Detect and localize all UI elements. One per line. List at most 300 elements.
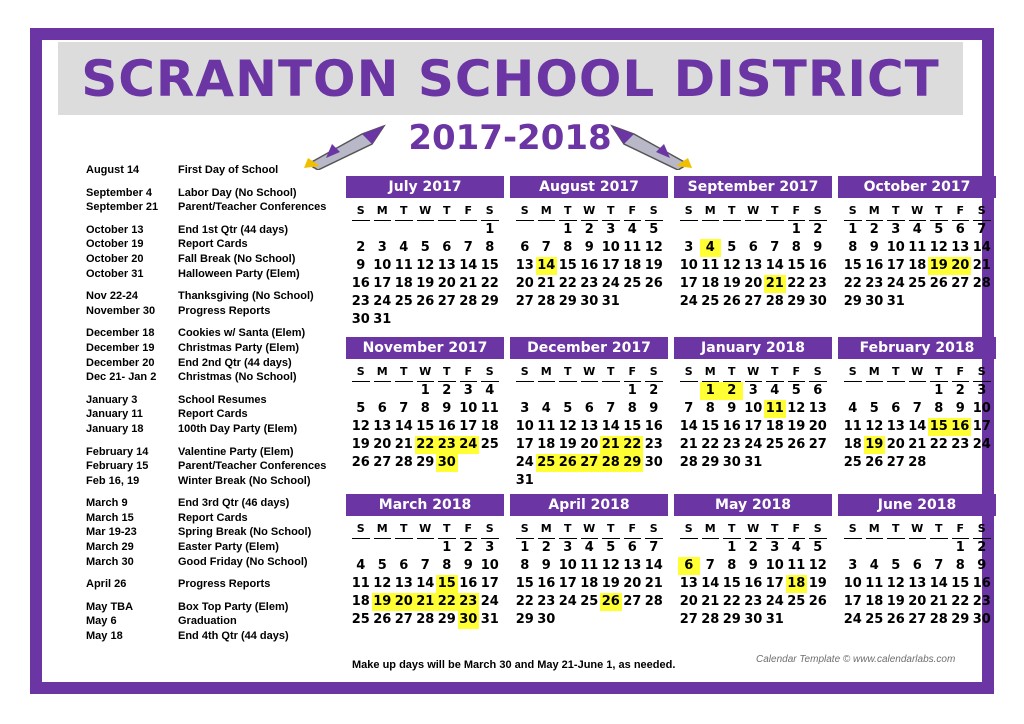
event-date: January 3 — [86, 393, 138, 406]
day-cell: 6 — [584, 401, 594, 416]
event-description: Graduation — [178, 615, 237, 628]
month-calendar — [838, 337, 996, 472]
day-cell: 20 — [515, 276, 534, 291]
day-cell: 2 — [442, 383, 452, 398]
empty-day-cell — [350, 539, 372, 557]
event-description: 100th Day Party (Elem) — [178, 422, 298, 435]
day-cell: 11 — [480, 401, 499, 416]
month-calendar — [674, 494, 832, 629]
weekday-label: S — [516, 520, 534, 539]
day-cell: 20 — [580, 437, 599, 452]
weekday-label: W — [745, 363, 763, 382]
day-cell: 3 — [606, 222, 616, 237]
event-row — [86, 496, 336, 511]
weekday-label: F — [460, 363, 478, 382]
day-cell: 22 — [701, 437, 720, 452]
weekday-label: S — [809, 363, 827, 382]
day-cell: 8 — [727, 558, 737, 573]
empty-day-cell — [907, 539, 929, 557]
day-cell: 1 — [934, 383, 944, 398]
event-date: December 20 — [86, 356, 155, 369]
day-cell: 26 — [722, 294, 741, 309]
events-list — [86, 163, 336, 652]
day-cell: 12 — [601, 558, 620, 573]
highlighted-day: 19 — [865, 437, 884, 452]
highlighted-day: 11 — [765, 401, 784, 416]
day-cell: 3 — [748, 383, 758, 398]
day-cell: 21 — [644, 576, 663, 591]
day-cell: 5 — [649, 222, 659, 237]
event-date: August 14 — [86, 164, 140, 176]
highlighted-day: 30 — [459, 612, 478, 627]
empty-day-cell — [415, 539, 437, 557]
day-cell: 25 — [908, 276, 927, 291]
weekday-label: S — [645, 520, 663, 539]
event-row — [86, 356, 336, 371]
weekday-label: M — [866, 202, 884, 221]
event-description: Winter Break (No School) — [178, 474, 311, 487]
day-cell: 17 — [373, 276, 392, 291]
month-title: May 2018 — [674, 494, 832, 516]
day-cell: 18 — [765, 419, 784, 434]
weekday-label: M — [866, 363, 884, 382]
day-cell: 19 — [351, 437, 370, 452]
day-cell: 24 — [886, 276, 905, 291]
day-cell: 24 — [373, 294, 392, 309]
month-title: February 2018 — [838, 337, 996, 359]
event-date: September 21 — [86, 201, 159, 214]
day-cell: 27 — [623, 594, 642, 609]
day-cell: 22 — [515, 594, 534, 609]
empty-day-cell — [600, 382, 622, 400]
day-cell: 30 — [537, 612, 556, 627]
day-cell: 21 — [929, 594, 948, 609]
day-cell: 18 — [580, 576, 599, 591]
day-cell: 20 — [437, 276, 456, 291]
day-cell: 10 — [601, 240, 620, 255]
day-cell: 23 — [644, 437, 663, 452]
day-cell: 4 — [912, 222, 922, 237]
weekday-label: T — [723, 363, 741, 382]
event-description: End 2nd Qtr (44 days) — [178, 356, 292, 369]
day-cell: 19 — [416, 276, 435, 291]
weekday-label: T — [438, 520, 456, 539]
weekday-label: T — [887, 363, 905, 382]
day-cell: 22 — [787, 276, 806, 291]
event-description: Labor Day (No School) — [178, 186, 297, 199]
event-description: First Day of School — [178, 164, 279, 176]
day-cell: 30 — [972, 612, 991, 627]
day-cell: 7 — [977, 222, 987, 237]
month-title: August 2017 — [510, 176, 668, 198]
weekday-label: S — [481, 363, 499, 382]
day-cell: 2 — [541, 540, 551, 555]
event-group — [86, 393, 336, 437]
day-cell: 25 — [787, 594, 806, 609]
weekday-label: W — [745, 202, 763, 221]
empty-day-cell — [700, 539, 722, 557]
event-row — [86, 370, 336, 385]
day-cell: 17 — [558, 576, 577, 591]
empty-day-cell — [514, 382, 536, 400]
day-cell: 18 — [843, 437, 862, 452]
event-date: Mar 19-23 — [86, 526, 137, 539]
event-date: March 30 — [86, 555, 134, 568]
event-date: October 19 — [86, 238, 144, 251]
day-cell: 13 — [951, 240, 970, 255]
day-cell: 6 — [955, 222, 965, 237]
event-date: May TBA — [86, 600, 134, 613]
day-cell: 8 — [955, 558, 965, 573]
event-date: September 4 — [86, 186, 153, 199]
day-cell: 23 — [722, 437, 741, 452]
weekday-label: S — [809, 520, 827, 539]
event-date: December 18 — [86, 327, 155, 340]
day-cell: 25 — [480, 437, 499, 452]
month-calendar — [510, 494, 668, 629]
day-cell: 21 — [679, 437, 698, 452]
day-cell: 13 — [679, 576, 698, 591]
day-cell: 5 — [377, 558, 387, 573]
day-cell: 12 — [558, 419, 577, 434]
day-cell: 31 — [744, 455, 763, 470]
month-calendar — [838, 494, 996, 629]
day-cell: 19 — [787, 419, 806, 434]
month-calendar — [346, 176, 504, 329]
weekday-label: F — [624, 363, 642, 382]
day-cell: 17 — [459, 419, 478, 434]
event-row — [86, 341, 336, 356]
weekday-label: W — [909, 202, 927, 221]
event-date: February 15 — [86, 460, 149, 473]
event-row — [86, 555, 336, 570]
day-cell: 11 — [865, 576, 884, 591]
event-group — [86, 326, 336, 384]
day-cell: 14 — [459, 258, 478, 273]
highlighted-day: 20 — [951, 258, 970, 273]
day-cell: 15 — [787, 258, 806, 273]
day-cell: 2 — [955, 383, 965, 398]
day-cell: 9 — [955, 401, 965, 416]
day-cell: 28 — [929, 612, 948, 627]
day-cell: 10 — [765, 558, 784, 573]
day-cell: 25 — [865, 612, 884, 627]
day-cell: 20 — [808, 419, 827, 434]
highlighted-day: 28 — [601, 455, 620, 470]
day-cell: 16 — [808, 258, 827, 273]
day-cell: 2 — [584, 222, 594, 237]
empty-day-cell — [928, 539, 950, 557]
highlighted-day: 25 — [537, 455, 556, 470]
day-cell: 28 — [679, 455, 698, 470]
day-cell: 5 — [420, 240, 430, 255]
month-calendar — [346, 337, 504, 472]
event-row — [86, 267, 336, 282]
day-cell: 16 — [744, 576, 763, 591]
day-cell: 9 — [727, 401, 737, 416]
weekday-label: W — [417, 520, 435, 539]
day-cell: 7 — [912, 401, 922, 416]
day-cell: 6 — [377, 401, 387, 416]
day-cell: 7 — [705, 558, 715, 573]
event-date: January 11 — [86, 408, 143, 421]
day-cell: 22 — [480, 276, 499, 291]
day-cell: 16 — [722, 419, 741, 434]
day-cell: 15 — [951, 576, 970, 591]
event-date: March 9 — [86, 497, 128, 510]
day-cell: 18 — [537, 437, 556, 452]
day-cell: 31 — [601, 294, 620, 309]
month-calendar — [674, 176, 832, 311]
day-cell: 9 — [813, 240, 823, 255]
day-cell: 24 — [843, 612, 862, 627]
day-cell: 15 — [722, 576, 741, 591]
day-cell: 9 — [463, 558, 473, 573]
day-cell: 3 — [377, 240, 387, 255]
day-cell: 8 — [791, 240, 801, 255]
day-cell: 13 — [394, 576, 413, 591]
day-cell: 4 — [485, 383, 495, 398]
day-cell: 10 — [886, 240, 905, 255]
day-cell: 3 — [463, 383, 473, 398]
event-date: April 26 — [86, 578, 127, 591]
day-cell: 13 — [908, 576, 927, 591]
day-cell: 23 — [951, 437, 970, 452]
day-cell: 23 — [580, 276, 599, 291]
highlighted-day: 21 — [601, 437, 620, 452]
day-cell: 10 — [480, 558, 499, 573]
day-cell: 17 — [843, 594, 862, 609]
weekday-label: T — [559, 363, 577, 382]
weekday-label: T — [766, 202, 784, 221]
empty-day-cell — [350, 221, 372, 239]
day-cell: 3 — [485, 540, 495, 555]
day-cell: 29 — [416, 455, 435, 470]
highlighted-day: 26 — [558, 455, 577, 470]
event-description: Parent/Teacher Conferences — [178, 460, 327, 473]
day-cell: 15 — [480, 258, 499, 273]
day-cell: 8 — [848, 240, 858, 255]
event-date: October 31 — [86, 267, 144, 280]
event-group — [86, 223, 336, 281]
event-group — [86, 163, 336, 178]
weekday-label: T — [887, 202, 905, 221]
empty-day-cell — [764, 221, 786, 239]
day-cell: 9 — [541, 558, 551, 573]
highlighted-day: 21 — [765, 276, 784, 291]
weekday-label: W — [909, 520, 927, 539]
day-cell: 29 — [951, 612, 970, 627]
event-description: Thanksgiving (No School) — [178, 290, 314, 303]
day-cell: 5 — [791, 383, 801, 398]
weekday-label: T — [438, 363, 456, 382]
day-cell: 8 — [934, 401, 944, 416]
day-cell: 11 — [351, 576, 370, 591]
empty-day-cell — [678, 382, 700, 400]
event-row — [86, 459, 336, 474]
day-cell: 27 — [394, 612, 413, 627]
day-cell: 30 — [808, 294, 827, 309]
day-cell: 8 — [563, 240, 573, 255]
day-cell: 16 — [437, 419, 456, 434]
event-row — [86, 540, 336, 555]
day-cell: 19 — [558, 437, 577, 452]
page-title: SCRANTON SCHOOL DISTRICT — [81, 50, 940, 108]
weekday-label: F — [460, 202, 478, 221]
day-cell: 25 — [580, 594, 599, 609]
day-cell: 31 — [373, 312, 392, 327]
highlighted-day: 22 — [623, 437, 642, 452]
day-cell: 25 — [623, 276, 642, 291]
weekday-label: W — [909, 363, 927, 382]
empty-day-cell — [885, 539, 907, 557]
day-cell: 10 — [373, 258, 392, 273]
empty-day-cell — [514, 221, 536, 239]
day-cell: 10 — [459, 401, 478, 416]
weekday-label: S — [352, 363, 370, 382]
day-cell: 17 — [679, 276, 698, 291]
day-cell: 7 — [649, 540, 659, 555]
day-cell: 28 — [701, 612, 720, 627]
day-cell: 17 — [744, 419, 763, 434]
weekday-label: S — [516, 363, 534, 382]
day-cell: 29 — [722, 612, 741, 627]
weekday-label: T — [723, 202, 741, 221]
day-cell: 18 — [394, 276, 413, 291]
day-cell: 26 — [929, 276, 948, 291]
month-title: December 2017 — [510, 337, 668, 359]
month-title: September 2017 — [674, 176, 832, 198]
day-cell: 24 — [515, 455, 534, 470]
day-cell: 18 — [351, 594, 370, 609]
highlighted-day: 24 — [459, 437, 478, 452]
day-cell: 27 — [515, 294, 534, 309]
weekday-label: T — [887, 520, 905, 539]
month-title: January 2018 — [674, 337, 832, 359]
day-cell: 28 — [644, 594, 663, 609]
month-title: March 2018 — [346, 494, 504, 516]
empty-day-cell — [372, 539, 394, 557]
weekday-label: T — [395, 520, 413, 539]
day-cell: 14 — [394, 419, 413, 434]
day-cell: 4 — [541, 401, 551, 416]
day-cell: 10 — [972, 401, 991, 416]
weekday-label: S — [809, 202, 827, 221]
event-row — [86, 600, 336, 615]
event-date: October 20 — [86, 252, 144, 265]
weekday-label: M — [374, 202, 392, 221]
day-cell: 4 — [584, 540, 594, 555]
day-cell: 28 — [972, 276, 991, 291]
day-cell: 27 — [908, 612, 927, 627]
highlighted-day: 23 — [437, 437, 456, 452]
day-cell: 7 — [684, 401, 694, 416]
event-row — [86, 223, 336, 238]
day-cell: 14 — [701, 576, 720, 591]
day-cell: 4 — [770, 383, 780, 398]
day-cell: 24 — [744, 437, 763, 452]
event-description: Report Cards — [178, 238, 248, 251]
day-cell: 6 — [748, 240, 758, 255]
day-cell: 19 — [808, 576, 827, 591]
rocket-icon — [604, 122, 694, 170]
day-cell: 16 — [972, 576, 991, 591]
weekday-label: S — [844, 363, 862, 382]
weekday-label: S — [844, 520, 862, 539]
day-cell: 19 — [601, 576, 620, 591]
empty-day-cell — [436, 221, 458, 239]
empty-day-cell — [678, 539, 700, 557]
day-cell: 9 — [649, 401, 659, 416]
day-cell: 26 — [351, 455, 370, 470]
event-description: Progress Reports — [178, 304, 271, 317]
day-cell: 22 — [722, 594, 741, 609]
empty-day-cell — [864, 382, 886, 400]
day-cell: 12 — [787, 401, 806, 416]
weekday-label: T — [723, 520, 741, 539]
event-description: Parent/Teacher Conferences — [178, 201, 327, 214]
day-cell: 7 — [463, 240, 473, 255]
day-cell: 14 — [908, 419, 927, 434]
day-cell: 1 — [420, 383, 430, 398]
event-row — [86, 407, 336, 422]
template-credit: Calendar Template © www.calendarlabs.com — [756, 654, 956, 665]
weekday-label: M — [374, 520, 392, 539]
day-cell: 10 — [558, 558, 577, 573]
day-cell: 13 — [373, 419, 392, 434]
highlighted-day: 14 — [537, 258, 556, 273]
weekday-label: T — [438, 202, 456, 221]
day-cell: 17 — [886, 258, 905, 273]
day-cell: 28 — [394, 455, 413, 470]
weekday-label: F — [952, 363, 970, 382]
weekday-label: S — [645, 202, 663, 221]
day-cell: 21 — [459, 276, 478, 291]
event-group — [86, 289, 336, 318]
day-cell: 7 — [770, 240, 780, 255]
weekday-label: T — [559, 520, 577, 539]
highlighted-day: 1 — [700, 382, 722, 400]
weekday-label: F — [788, 520, 806, 539]
event-description: Valentine Party (Elem) — [178, 445, 294, 458]
day-cell: 22 — [843, 276, 862, 291]
day-cell: 23 — [744, 594, 763, 609]
day-cell: 15 — [416, 419, 435, 434]
day-cell: 20 — [623, 576, 642, 591]
day-cell: 11 — [908, 240, 927, 255]
day-cell: 13 — [623, 558, 642, 573]
day-cell: 3 — [848, 558, 858, 573]
day-cell: 24 — [679, 294, 698, 309]
highlighted-day: 20 — [394, 594, 413, 609]
day-cell: 3 — [977, 383, 987, 398]
day-cell: 9 — [748, 558, 758, 573]
highlighted-day: 16 — [951, 419, 970, 434]
day-cell: 4 — [356, 558, 366, 573]
day-cell: 11 — [394, 258, 413, 273]
day-cell: 1 — [955, 540, 965, 555]
day-cell: 2 — [463, 540, 473, 555]
highlighted-day: 30 — [437, 455, 456, 470]
weekday-label: T — [602, 363, 620, 382]
day-cell: 16 — [537, 576, 556, 591]
event-date: December 19 — [86, 341, 155, 354]
weekday-label: F — [788, 363, 806, 382]
event-row — [86, 393, 336, 408]
event-date: February 14 — [86, 445, 149, 458]
day-cell: 24 — [765, 594, 784, 609]
day-cell: 9 — [442, 401, 452, 416]
